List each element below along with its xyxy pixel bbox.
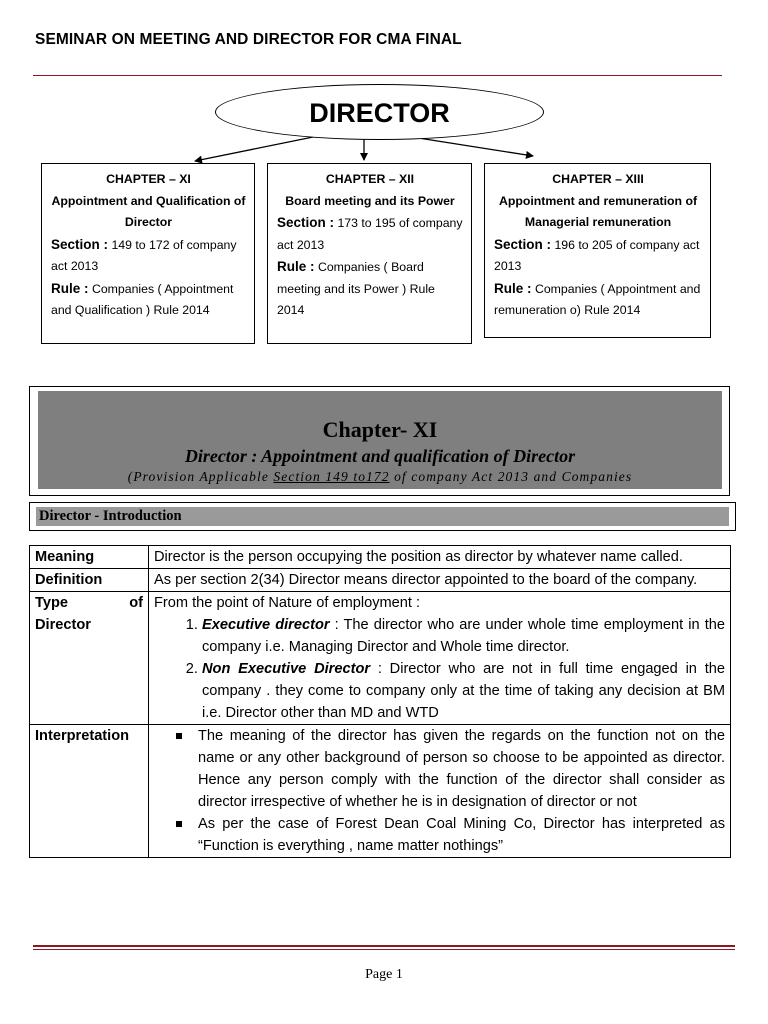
chapter-number: CHAPTER – XI (106, 172, 191, 186)
row-key-meaning: Meaning (30, 546, 149, 569)
row-value-interpretation (149, 725, 731, 858)
type-key-director: Director (35, 617, 91, 633)
director-node-label: DIRECTOR (309, 98, 450, 128)
list-item (202, 658, 725, 724)
section-label: Section : (51, 236, 109, 252)
chapter-title: Board meeting and its Power (285, 193, 455, 208)
type-key-of: of (129, 595, 143, 611)
rule-label: Rule : (494, 280, 532, 296)
table-row (30, 592, 731, 725)
type-term: Non Executive Director (202, 661, 371, 677)
director-introduction-table (29, 545, 731, 858)
chapter-section (51, 234, 246, 278)
section-label: Section : (277, 215, 335, 230)
chapter-rule (277, 256, 463, 322)
provision-prefix: (Provision Applicable (127, 469, 274, 484)
row-key-definition: Definition (30, 569, 149, 592)
provision-section-reference: Section 149 to172 (273, 469, 390, 484)
chapter-xiii-box (484, 163, 711, 338)
row-value-type (149, 592, 731, 725)
list-item: The meaning of the director has given the regards on the function not on the name or any other background of person so choose to be appointed as director. Hence any person comply with the function of the director shall consider as director irrespective of whether he is in designation of director or not (198, 725, 725, 813)
chapter-rule (494, 278, 702, 322)
section-text: 173 to 195 of company act 2013 (277, 216, 463, 252)
rule-text: Companies ( Appointment and Qualification ) Rule 2014 (51, 281, 234, 317)
chapter-section (494, 234, 702, 278)
row-key-interpretation: Interpretation (30, 725, 149, 858)
section-text: 149 to 172 of company act 2013 (51, 237, 237, 273)
chapter-subtitle: Director : Appointment and qualification of Director (184, 446, 576, 466)
page-header: SEMINAR ON MEETING AND DIRECTOR FOR CMA FINAL (35, 31, 462, 48)
table-row (30, 725, 731, 858)
type-term: Executive director (202, 617, 330, 633)
type-text: : The director who are under whole time employment in the company i.e. Managing Director and Whole time director. (202, 617, 725, 655)
row-value-definition: As per section 2(34) Director means director appointed to the board of the company. (149, 569, 731, 592)
type-text: : Director who are not in full time engaged in the company . they come to company only at the time of taking any decision at BM i.e. Director other than MD and WTD (202, 661, 725, 721)
row-key-type (30, 592, 149, 725)
provision-suffix: of company Act 2013 and Companies (389, 469, 633, 484)
footer-divider-thick (33, 945, 735, 947)
rule-text: Companies ( Board meeting and its Power ) Rule 2014 (277, 260, 435, 317)
list-item: As per the case of Forest Dean Coal Mining Co, Director has interpreted as “Function is everything , name matter nothings” (198, 813, 725, 857)
page-number: Page 1 (365, 967, 403, 982)
interpretation-list (154, 725, 725, 857)
chapter-rule (51, 278, 246, 322)
intro-heading: Director - Introduction (39, 508, 182, 524)
row-value-meaning: Director is the person occupying the position as director by whatever name called. (149, 546, 731, 569)
chapter-provision (38, 469, 722, 485)
rule-label: Rule : (51, 280, 89, 296)
table-row (30, 569, 731, 592)
section-text: 196 to 205 of company act 2013 (494, 237, 700, 273)
footer-divider-thin (33, 949, 735, 950)
type-intro: From the point of Nature of employment : (154, 595, 421, 611)
rule-label: Rule : (277, 259, 315, 274)
type-key-word: Type (35, 595, 68, 611)
chapter-title: Appointment and Qualification of Director (51, 193, 246, 229)
chapter-number: CHAPTER – XIII (552, 172, 644, 186)
chapter-heading: Chapter- XI (322, 417, 438, 442)
table-row (30, 546, 731, 569)
list-item (202, 614, 725, 658)
rule-text: Companies ( Appointment and remuneration o) Rule 2014 (494, 281, 701, 317)
chapter-number: CHAPTER – XII (325, 172, 415, 186)
section-label: Section : (494, 236, 552, 252)
chapter-xi-box (41, 163, 255, 344)
chapter-section (277, 212, 463, 256)
director-types-list (154, 614, 725, 724)
chapter-title: Appointment and remuneration of Managerial remuneration (498, 193, 698, 229)
chapter-xii-box (267, 163, 472, 344)
